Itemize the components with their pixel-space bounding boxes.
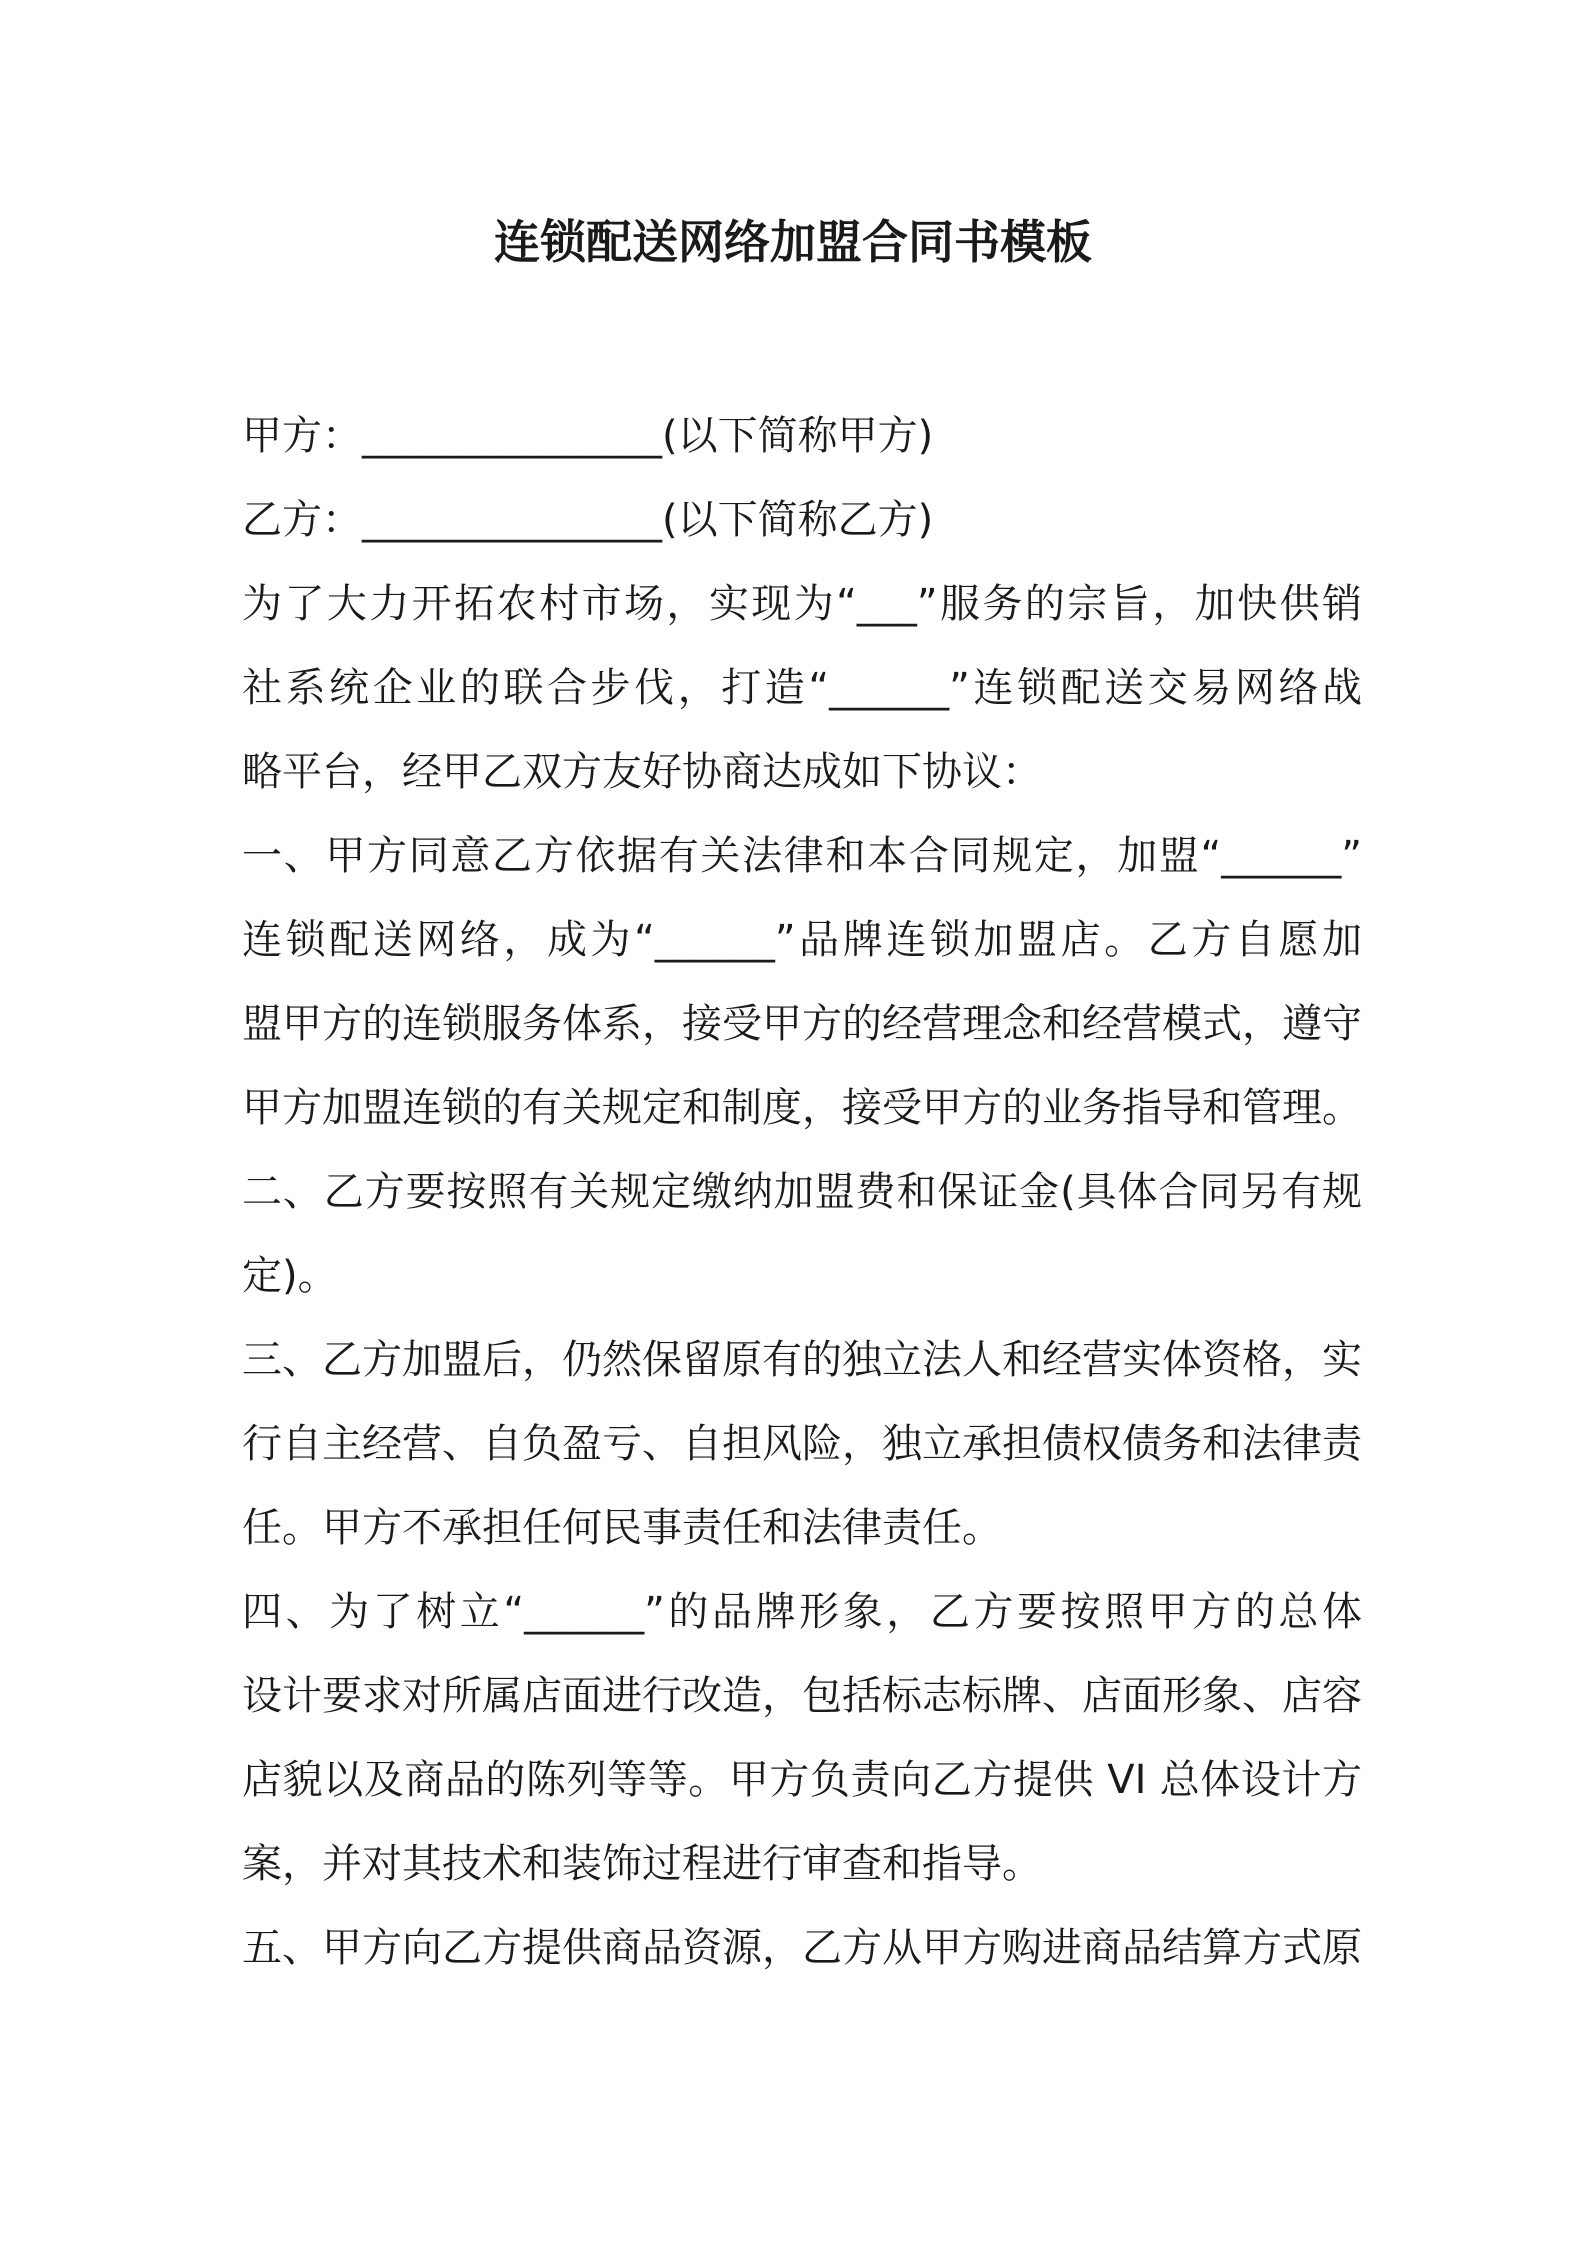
clause-4-line: 店貌以及商品的陈列等等。甲方负责向乙方提供 VI 总体设计方 — [242, 1757, 1362, 1803]
party-b-line: 乙方：_______________(以下简称乙方) — [242, 497, 934, 543]
clause-3-line: 行自主经营、自负盈亏、自担风险，独立承担债权债务和法律责 — [242, 1421, 1362, 1467]
preamble-line: 社系统企业的联合步伐，打造“______”连锁配送交易网络战 — [242, 665, 1362, 711]
document-title: 连锁配送网络加盟合同书模板 — [494, 215, 1092, 269]
clause-4-line: 四、为了树立“______”的品牌形象，乙方要按照甲方的总体 — [242, 1589, 1362, 1635]
clause-2-line: 二、乙方要按照有关规定缴纳加盟费和保证金(具体合同另有规 — [242, 1169, 1362, 1215]
clause-4-line: 设计要求对所属店面进行改造，包括标志标牌、店面形象、店容 — [242, 1673, 1362, 1719]
clause-3-line: 三、乙方加盟后，仍然保留原有的独立法人和经营实体资格，实 — [242, 1337, 1362, 1383]
party-a-line: 甲方：_______________(以下简称甲方) — [242, 413, 934, 459]
clause-1-line: 连锁配送网络，成为“______”品牌连锁加盟店。乙方自愿加 — [242, 917, 1362, 963]
clause-3-line: 任。甲方不承担任何民事责任和法律责任。 — [242, 1505, 1002, 1551]
clause-4-line: 案，并对其技术和装饰过程进行审查和指导。 — [242, 1841, 1042, 1887]
clause-5-line: 五、甲方向乙方提供商品资源，乙方从甲方购进商品结算方式原 — [242, 1925, 1362, 1971]
preamble-line: 略平台，经甲乙双方友好协商达成如下协议： — [242, 749, 1042, 795]
clause-2-line: 定)。 — [242, 1253, 338, 1299]
clause-1-line: 一、甲方同意乙方依据有关法律和本合同规定，加盟“______” — [242, 833, 1362, 879]
preamble-line: 为了大力开拓农村市场，实现为“___”服务的宗旨，加快供销 — [242, 581, 1362, 627]
clause-1-line: 盟甲方的连锁服务体系，接受甲方的经营理念和经营模式，遵守 — [242, 1001, 1362, 1047]
clause-1-line: 甲方加盟连锁的有关规定和制度，接受甲方的业务指导和管理。 — [242, 1085, 1362, 1131]
